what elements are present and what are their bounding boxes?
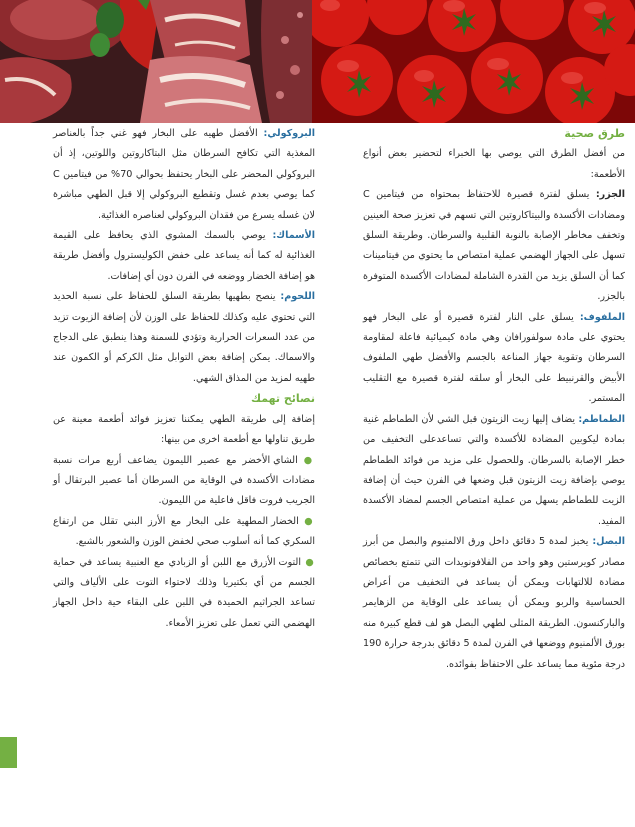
fish-term: الأسماك:	[272, 230, 315, 242]
meat-text: ينصح بطهيها بطريقة السلق للحفاظ على نسبة الحديد التي تحتوي عليه وكذلك للحفاظ على الوزن لأن إضافة الزيوت تزيد من عدد السعرات الحرارية وتؤدي للسمنة وهذا ينطبق على الدجاج والاسماك. يمكن إضافة بعض التوابل مثل الكركم أو الكمون عند طهيه لمزيد من المذاق الشهي.	[53, 291, 315, 384]
section-heading-tips: نصائح تهمك	[251, 392, 315, 406]
tomato-photo	[312, 0, 635, 123]
tomato-illustration	[312, 0, 635, 123]
fish-text: يوصي بالسمك المشوي الذي يحافظ على القيمة الغذائية له كما أنه يساعد على خفض الكوليسترول وأفضل طريقة هو إضافة الخضار ووضعه في الفرن دون أي إضافات.	[53, 230, 315, 282]
page-edge-tab	[0, 737, 17, 768]
tip-text: التوت الأزرق مع اللبن أو الزبادي مع العنبية يساعد في حماية الجسم من أي بكتيريا وذلك لاحتواء التوت على الألياف والتي تساعد الجراثيم الحميدة في اللبن على البقاء حية داخل الجهاز الهضمي التي تعمل على تعزيز الأمعاء.	[53, 556, 315, 629]
tip-item	[53, 512, 315, 553]
carrot-text: يسلق لفترة قصيرة للاحتفاظ بمحتواه من فيتامين C ومضادات الأكسدة والبيتاكاروتين التي تسهم في تعزيز صحة العينين وتخفف مخاطر الإصابة بالنوبة القلبية والسرطان. وطريقة السلق تسهل على الجهاز الهضمي عملية امتصاص ما يحتوي من فيتامينات كما أن السلق يزيد من القدرة الشاملة لمضادات الأكسدة المتوفرة بالجزر.	[363, 189, 625, 303]
meat-illustration	[0, 0, 312, 123]
meat-photo	[0, 0, 312, 123]
tomato-term: الطماطم:	[578, 413, 625, 425]
broccoli-paragraph	[53, 124, 315, 226]
tomato-text: يضاف إليها زيت الزيتون قبل الشي لأن الطماطم غنية بمادة ليكوبين المضادة للأكسدة والتي تساعدعلى التخفيف من خطر الإصابة بالسرطان. وللحصول على مزيد من فوائد الطماطم يوصي بإضافة زيت الزيتون قبل وضعها في الفرن حيث أن إضافة الزيت للطماطم يسهل من عملية امتصاص الجسم لمضاد الأكسدة المفيد.	[363, 413, 625, 527]
onion-paragraph	[363, 532, 625, 675]
bullet-icon: ●	[304, 515, 315, 527]
tip-text: الخضار المطهية على البخار مع الأرز البني تقلل من ارتفاع السكري كما أنه أسلوب صحي لخفض الوزن والشعور بالشبع.	[53, 515, 315, 548]
broccoli-term: البروكولي:	[263, 128, 315, 139]
cabbage-paragraph	[363, 308, 625, 410]
tip-item	[53, 553, 315, 635]
right-column	[363, 124, 625, 675]
left-column	[53, 124, 315, 634]
bullet-icon: ●	[303, 454, 315, 466]
broccoli-text: الأفضل طهيه على البخار فهو غني جداً بالعناصر المغذية التي تكافح السرطان مثل البتاكاروتين واللوتين، إذ أن البروكولي المحضر على البخار يحتفظ بحوالي 70% من فيتامين C كما يوصي بعدم غسل وتقطيع البروكولي إلا قبل الطهي مباشرة لان غسله يسرع من فقدان البروكولي لعناصره الغذائية.	[53, 128, 316, 221]
tip-item	[53, 451, 315, 512]
meat-paragraph	[53, 287, 315, 389]
section-heading-healthy-methods: طرق صحية	[564, 127, 625, 140]
tip-text: الشاي الأخضر مع عصير الليمون يضاعف أربع مرات نسبة مضادات الأكسدة في الوقاية من السرطان أما عصير البرتقال أو الجريب فروت فاقل فاعلية من الليمون.	[53, 454, 315, 507]
carrot-term: الجزر:	[595, 189, 625, 201]
tips-intro: إضافة إلى طريقة الطهي يمكننا تعزيز فوائد أطعمة معينة عن طريق تناولها مع أطعمة اخرى من بينها:	[53, 413, 315, 446]
meat-term: اللحوم:	[280, 291, 315, 303]
cabbage-text: يسلق على النار لفترة قصيرة أو على البخار فهو يحتوي على مادة سولفورافان وهي مادة كيميائية فاعلة لمقاومة السرطان وتقوية جهاز المناعة بالجسم والأفضل طهي الملفوف الأبيض والقرنبيط على البخار أو سلقه لفترة قصيرة مع التقليب المستمر.	[363, 311, 625, 405]
tomato-paragraph	[363, 410, 625, 532]
cabbage-term: الملفوف:	[579, 311, 625, 323]
intro-paragraph: من أفضل الطرق التي يوصي بها الخبراء لتحضير بعض أنواع الأطعمة:	[363, 148, 625, 180]
onion-term: البصل:	[592, 536, 625, 548]
bullet-icon: ●	[305, 556, 316, 568]
fish-paragraph	[53, 226, 315, 287]
carrot-paragraph	[363, 185, 625, 307]
onion-text: يخبز لمدة 5 دقائق داخل ورق الالمنيوم والبصل من أبرز مصادر كويرستين وهو واحد من الفلافونويدات التي تتمتع بخصائص مضادة للالتهابات ويمكن أن يساعد في التخفيف من أعراض الحساسية والربو ويمكن أن يساعد على الوقاية من الزهايمر والباركنسون. الطريقة المثلى لطهي البصل هو لف قطع كبيرة منه بورق الألمنيوم ووضعها في الفرن لمدة 5 دقائق بدرجة حرارة 190 درجة مئوية مما يساعد على الاحتفاظ بفوائده.	[363, 536, 625, 670]
